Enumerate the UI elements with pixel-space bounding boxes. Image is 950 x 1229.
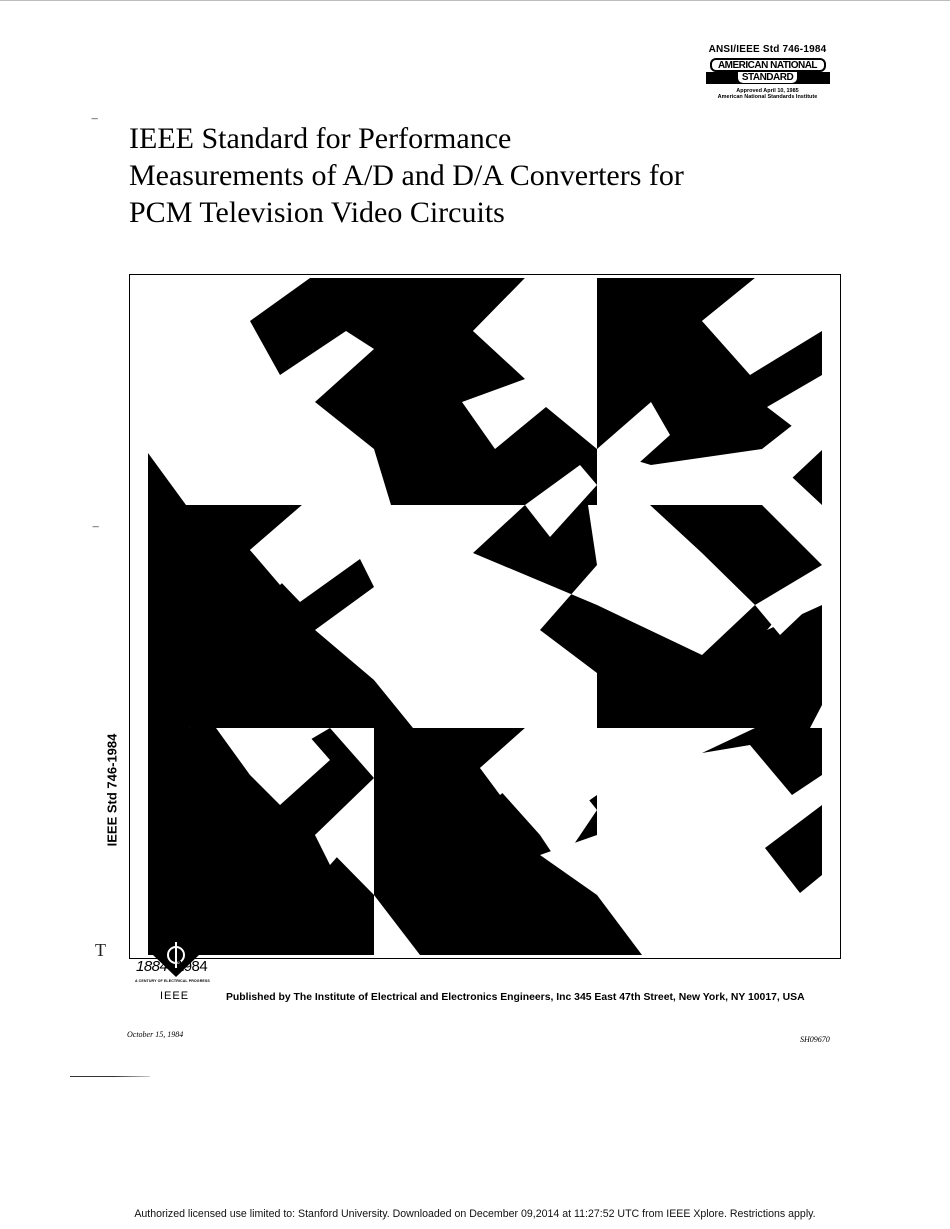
- title-line-1: IEEE Standard for Performance: [129, 122, 512, 155]
- spine-label: IEEE Std 746-1984: [104, 733, 120, 847]
- logo-year-right: 1984: [175, 958, 208, 975]
- publisher-line: Published by The Institute of Electrical and Electronics Engineers, Inc 345 East 47th Street, New York, NY 10017, USA: [226, 992, 805, 1003]
- document-title: [129, 120, 849, 231]
- ieee-centennial-logo: [133, 932, 243, 987]
- logo-caption: A CENTURY OF ELECTRICAL PROGRESS: [135, 979, 210, 983]
- margin-dash-mark: ‾: [93, 526, 99, 543]
- e-shape: [702, 728, 822, 795]
- cover-artwork: [129, 274, 841, 959]
- ansi-std-number: ANSI/IEEE Std 746-1984: [708, 44, 827, 55]
- margin-rule: [70, 1076, 150, 1077]
- e-shape: [148, 453, 413, 728]
- margin-t-mark: T: [95, 940, 106, 960]
- e-shape: [765, 805, 822, 893]
- ansi-badge: [700, 44, 835, 100]
- ansi-logo-line1: AMERICAN NATIONAL: [710, 58, 826, 72]
- publication-date: October 15, 1984: [127, 1030, 184, 1039]
- ansi-logo: [706, 58, 830, 86]
- title-line-3: PCM Television Video Circuits: [129, 196, 505, 229]
- top-rule: [0, 0, 950, 1]
- e-shape: [250, 278, 597, 505]
- title-line-2: Measurements of A/D and D/A Converters for: [129, 159, 684, 192]
- logo-year-left: 1884: [136, 958, 168, 975]
- ansi-institute: American National Standards Institute: [717, 94, 818, 100]
- logo-years: 1884 · 1984: [136, 958, 208, 975]
- document-code: SH09670: [800, 1035, 830, 1044]
- ieee-signature: IEEE: [160, 990, 190, 1002]
- ansi-approved-date: Approved April 10, 1985: [736, 88, 799, 94]
- margin-dash-mark: ‾: [92, 118, 98, 135]
- tessellation-graphic: [130, 275, 841, 959]
- ansi-logo-line2: STANDARD: [738, 72, 797, 83]
- license-footer: Authorized licensed use limited to: Stanford University. Downloaded on December 09,2014 at 11:27:52 UTC from IEEE Xplore. Restrictions apply.: [134, 1208, 816, 1220]
